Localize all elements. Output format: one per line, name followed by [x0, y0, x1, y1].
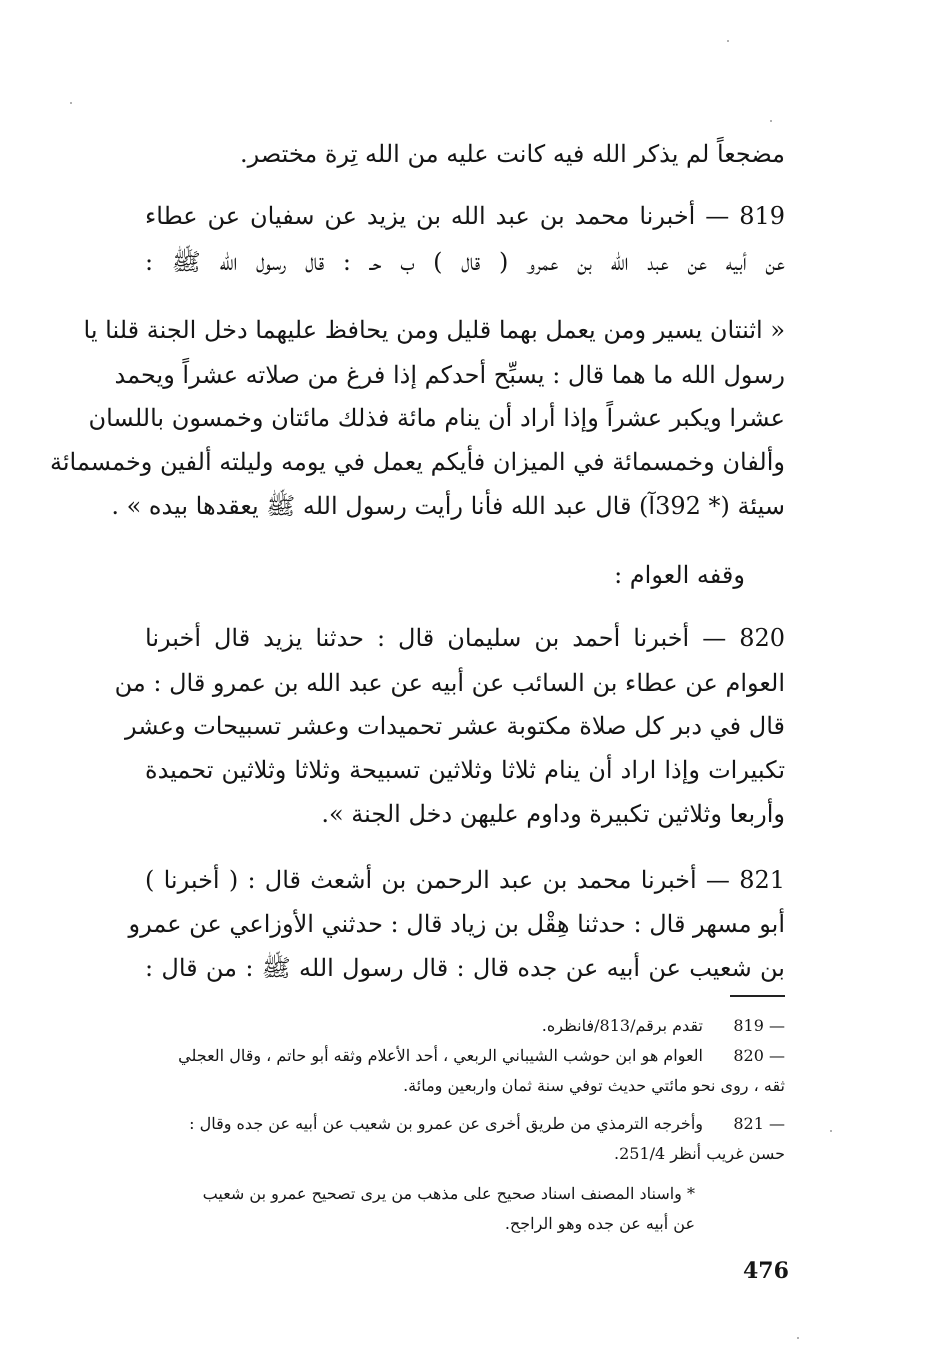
hadith-821-line-1: 821 — أخبرنا محمد بن عبد الرحمن بن أشعث قال : ( أخبرنا ) — [145, 866, 785, 894]
footnote-separator — [730, 995, 785, 997]
scan-speck — [770, 120, 772, 122]
hadith-819-line-1: 819 — أخبرنا محمد بن عبد الله بن يزيد عن سفيان عن عطاء — [145, 202, 785, 230]
scan-speck — [830, 1130, 832, 1132]
footnote-star-line-1: * واسناد المصنف اسناد صحيح على مذهب من يرى تصحيح عمرو بن شعيب — [202, 1184, 695, 1203]
footnote-819-text: تقدم برقم/813/فانظره. — [541, 1016, 703, 1035]
hadith-820-line-2: العوام عن عطاء بن السائب عن أبيه عن عبد الله بن عمرو قال : من — [114, 669, 785, 697]
scan-speck — [727, 40, 729, 42]
hadith-819-text-line-1: « اثنتان يسير ومن يعمل بهما قليل ومن يحافظ عليهما دخل الجنة قلنا يا — [83, 316, 785, 344]
footnote-star-line-2: عن أبيه عن جده وهو الراجح. — [504, 1214, 695, 1233]
footnote-821-text: وأخرجه الترمذي من طريق أخرى عن عمرو بن شعيب عن أبيه عن جده وقال : — [189, 1114, 703, 1133]
page-number: 476 — [743, 1258, 789, 1284]
section-heading: وقفه العوام : — [614, 561, 745, 589]
footnote-821-continuation: حسن غريب أنظر 251/4. — [613, 1144, 785, 1163]
hadith-820-line-1: 820 — أخبرنا أحمد بن سليمان قال : حدثنا يزيد قال أخبرنا — [145, 624, 785, 652]
hadith-819-line-2: عن أبيه عن عبد الله بن عمرو ( قال ) ب حـ : قال رسول الله ﷺ : — [145, 248, 785, 276]
hadith-820-line-4: تكبيرات وإذا اراد أن ينام ثلاثا وثلاثين تسبيحة وثلاثا وثلاثين تحميدة — [145, 756, 785, 784]
footnote-819-number: 819 — — [733, 1016, 785, 1035]
hadith-819-text-line-2: رسول الله ما هما قال : يسبِّح أحدكم إذا فرغ من صلاته عشراً ويحمد — [114, 361, 785, 389]
hadith-821-line-2: أبو مسهر قال : حدثنا هِقْل بن زياد قال : حدثني الأوزاعي عن عمرو — [128, 910, 785, 938]
hadith-819-text-line-3: عشرا ويكبر عشراً وإذا أراد أن ينام مائة فذلك مائتان وخمسون باللسان — [88, 404, 785, 432]
hadith-820-line-5: وأربعا وثلاثين تكبيرة وداوم عليهن دخل الجنة ». — [321, 800, 785, 828]
hadith-820-line-3: قال في دبر كل صلاة مكتوبة عشر تحميدات وعشر تسبيحات وعشر — [125, 712, 785, 740]
hadith-819-text-line-5: سيئة (* 392آ) قال عبد الله فأنا رأيت رسول الله ﷺ يعقدها بيده » . — [111, 492, 785, 520]
body-line-continuation: مضجعاً لم يذكر الله فيه كانت عليه من الله تِرة مختصر. — [240, 140, 785, 168]
scan-speck — [70, 102, 72, 104]
footnote-820-continuation: ثقه ، روى نحو مائتي حديث توفي سنة ثمان واربعين ومائة. — [403, 1076, 785, 1095]
hadith-819-text-line-4: وألفان وخمسمائة في الميزان فأيكم يعمل في يومه وليلته ألفين وخمسمائة — [49, 448, 785, 476]
footnote-820-text: العوام هو ابن حوشب الشيباني الربعي ، أحد الأعلام وثقه أبو حاتم ، وقال العجلي — [178, 1046, 703, 1065]
footnote-821-number: 821 — — [733, 1114, 785, 1133]
footnote-820-number: 820 — — [733, 1046, 785, 1065]
scan-speck — [797, 1337, 799, 1339]
hadith-821-line-3: بن شعيب عن أبيه عن جده قال : قال رسول الله ﷺ : من قال : — [145, 954, 785, 982]
